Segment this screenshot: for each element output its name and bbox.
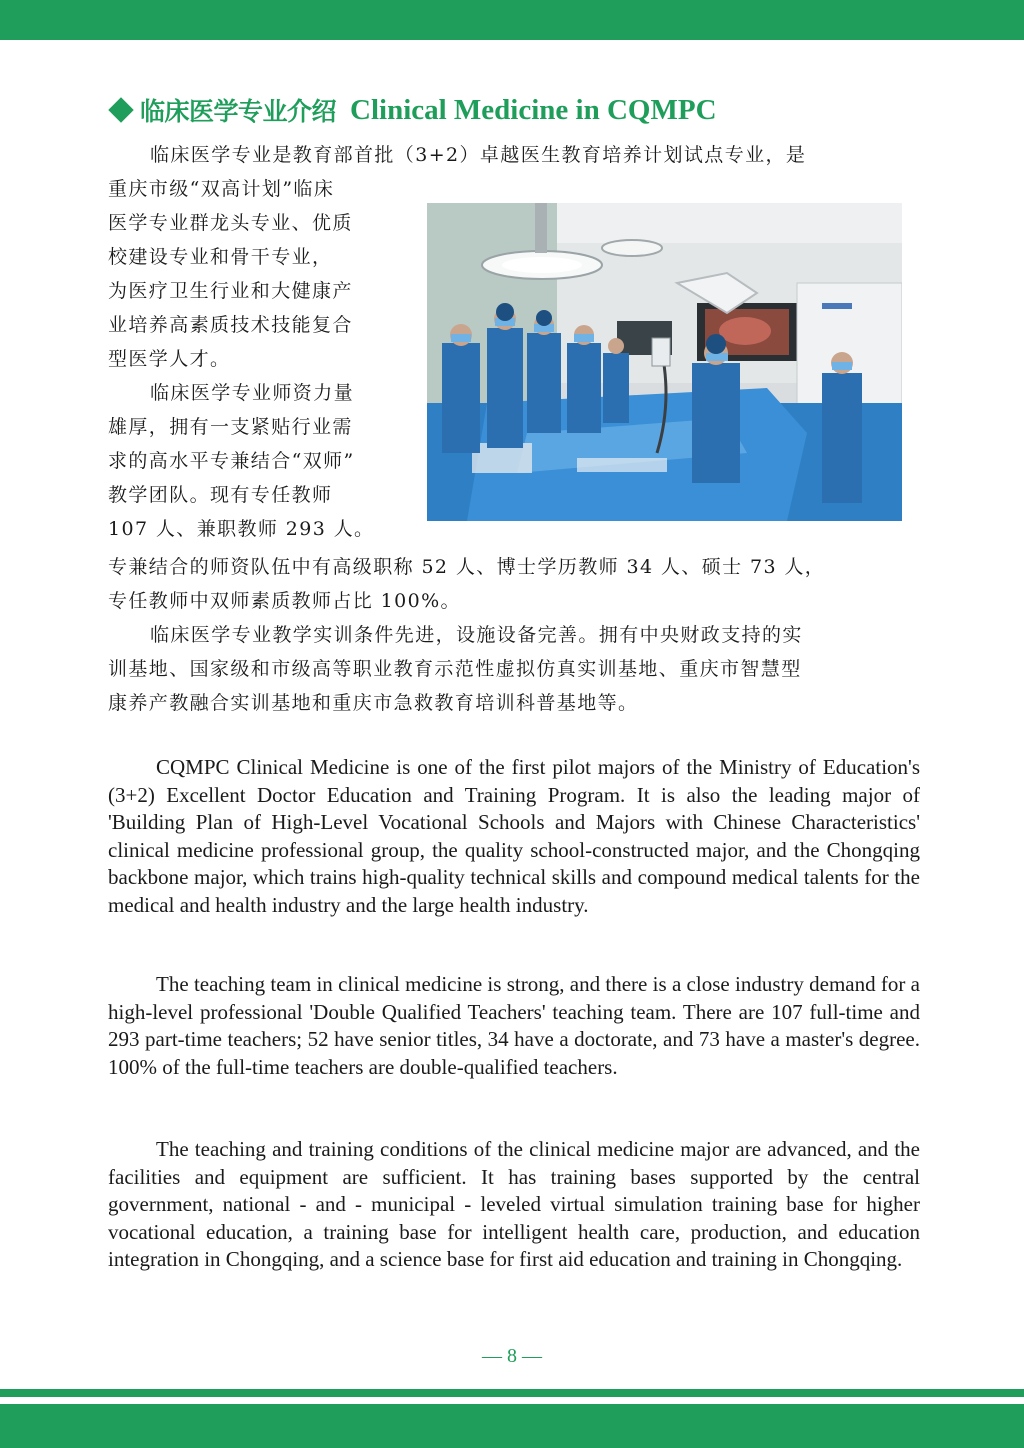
cn-p2-line: 107 人、兼职教师 293 人。 xyxy=(108,518,375,540)
chinese-continued xyxy=(108,550,928,720)
chinese-paragraph-1-first-line: 临床医学专业是教育部首批（3+2）卓越医生教育培养计划试点专业，是 xyxy=(150,144,807,166)
chinese-left-column xyxy=(108,172,408,546)
cn-p2-line: 临床医学专业师资力量 xyxy=(150,382,355,404)
heading-english: Clinical Medicine in CQMPC xyxy=(350,93,717,126)
page-number: — 8 — xyxy=(482,1345,542,1367)
cn-p2-line: 教学团队。现有专任教师 xyxy=(108,484,333,506)
cn-p1-line: 医学专业群龙头专业、优质 xyxy=(108,212,353,234)
cn-p3-line: 康养产教融合实训基地和重庆市急救教育培训科普基地等。 xyxy=(108,692,639,714)
english-paragraph-1: CQMPC Clinical Medicine is one of the first pilot majors of the Ministry of Education's (3+2) Excellent Doctor Education and Training Program. It is also the leading major of 'Building Plan of High-Level Vocational Schools and Majors with Chinese Characteristics' clinical medicine professional group, the quality school-constructed major, and the Chongqing backbone major, which trains high-quality technical skills and compound medical talents for the medical and health industry and the large health industry. xyxy=(108,755,920,917)
cn-p2-rest-line: 专兼结合的师资队伍中有高级职称 52 人、博士学历教师 34 人、硕士 73 人， xyxy=(108,556,826,578)
bottom-green-stripe xyxy=(0,1389,1024,1397)
english-paragraph-3: The teaching and training conditions of the clinical medicine major are advanced, and the facilities and equipment are sufficient. It has training bases supported by the central government, national - and - municipal - leveled virtual simulation training base for higher vocational education, a training base for intelligent health care, production, and education integration in Chongqing, and a science base for first aid education and training in Chongqing. xyxy=(108,1137,920,1271)
heading-chinese: 临床医学专业介绍 xyxy=(140,97,337,126)
cn-p1-line: 业培养高素质技术技能复合 xyxy=(108,314,353,336)
cn-p1-line: 型医学人才。 xyxy=(108,348,231,370)
cn-p3-line: 临床医学专业教学实训条件先进，设施设备完善。拥有中央财政支持的实 xyxy=(150,624,803,646)
cn-p1-line: 重庆市级“双高计划”临床 xyxy=(108,178,335,200)
cn-p1-line: 为医疗卫生行业和大健康产 xyxy=(108,280,353,302)
surgery-training-photo xyxy=(427,203,902,521)
top-green-bar xyxy=(0,0,1024,40)
bottom-green-bar xyxy=(0,1404,1024,1448)
cn-p2-rest-line: 专任教师中双师素质教师占比 100%。 xyxy=(108,590,461,612)
cn-p3-line: 训基地、国家级和市级高等职业教育示范性虚拟仿真实训基地、重庆市智慧型 xyxy=(108,658,802,680)
cn-p2-line: 雄厚，拥有一支紧贴行业需 xyxy=(108,416,353,438)
section-heading xyxy=(108,92,717,128)
diamond-bullet-icon xyxy=(108,97,134,123)
cn-p2-line: 求的高水平专兼结合“双师” xyxy=(108,450,355,472)
cn-p1-line: 校建设专业和骨干专业， xyxy=(108,246,333,268)
english-paragraph-2: The teaching team in clinical medicine is strong, and there is a close industry demand for a high-level professional 'Double Qualified Teachers' teaching team. There are 107 full-time and 293 part-time teachers; 52 have senior titles, 34 have a doctorate, and 73 have a master's degree. 100% of the full-time teachers are double-qualified teachers. xyxy=(108,972,920,1079)
